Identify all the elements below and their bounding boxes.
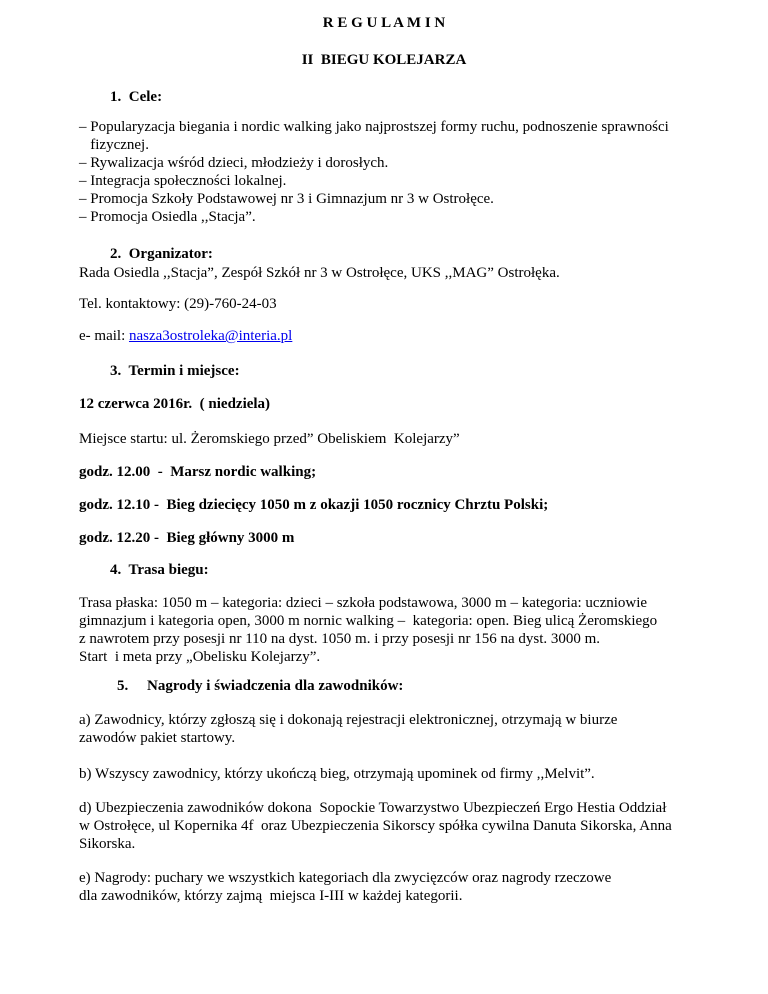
prize-a-line: zawodów pakiet startowy. [79,730,236,746]
contact-email-line [79,327,292,345]
email-link[interactable]: nasza3ostroleka@interia.pl [128,328,293,344]
event-date: 12 czerwca 2016r. ( niedziela) [79,396,271,412]
prize-d-line: Sikorska. [79,836,136,852]
goal-item: – Promocja Osiedla ,,Stacja”. [79,209,256,225]
goal-item: – Rywalizacja wśród dzieci, młodzieży i dorosłych. [79,155,389,171]
route-text-line: Trasa płaska: 1050 m – kategoria: dzieci – szkoła podstawowa, 3000 m – kategoria: uczniowie [79,595,648,611]
route-text-line: gimnazjum i kategoria open, 3000 m nornic walking – kategoria: open. Bieg ulicą Żeromskiego [79,613,658,629]
route-text-line: Start i meta przy „Obelisku Kolejarzy”. [79,649,321,665]
section-3-heading: 3. Termin i miejsce: [110,363,240,379]
prize-e-line: e) Nagrody: puchary we wszystkich kategoriach dla zwycięzców oraz nagrody rzeczowe [79,870,612,886]
section-5-heading [117,677,403,695]
goal-item: – Integracja społeczności lokalnej. [79,173,287,189]
prize-a-line: a) Zawodnicy, którzy zgłoszą się i dokonają rejestracji elektronicznej, otrzymają w biurze [79,712,618,728]
section-1-heading: 1. Cele: [110,89,163,105]
goal-item: – Promocja Szkoły Podstawowej nr 3 i Gimnazjum nr 3 w Ostrołęce. [79,191,494,207]
section-4-heading: 4. Trasa biegu: [110,562,209,578]
prize-d-line: w Ostrołęce, ul Kopernika 4f oraz Ubezpieczenia Sikorscy spółka cywilna Danuta Sikorska, Anna [79,818,672,834]
organizer-text: Rada Osiedla ,,Stacja”, Zespół Szkół nr 3 w Ostrołęce, UKS ,,MAG” Ostrołęka. [79,265,560,281]
schedule-item: godz. 12.10 - Bieg dziecięcy 1050 m z okazji 1050 rocznicy Chrztu Polski; [79,497,549,513]
prize-b-line: b) Wszyscy zawodnicy, którzy ukończą bieg, otrzymają upominek od firmy ,,Melvit”. [79,766,595,782]
section-2-heading: 2. Organizator: [110,246,213,262]
goal-item: – Popularyzacja biegania i nordic walking jako najprostszej formy ruchu, podnoszenie sprawności [79,119,669,135]
route-text-line: z nawrotem przy posesji nr 110 na dyst. 1050 m. i przy posesji nr 156 na dyst. 3000 m. [79,631,601,647]
contact-phone: Tel. kontaktowy: (29)-760-24-03 [79,296,277,312]
section-5-title: Nagrody i świadczenia dla zawodników: [147,678,404,694]
schedule-item: godz. 12.00 - Marsz nordic walking; [79,464,317,480]
email-label: e- mail: [79,328,129,344]
schedule-item: godz. 12.20 - Bieg główny 3000 m [79,530,295,546]
prize-e-line: dla zawodników, którzy zajmą miejsca I-III w każdej kategorii. [79,888,463,904]
document-title: R E G U L A M I N [322,15,446,31]
section-5-number: 5. [117,678,129,694]
document-subtitle: II BIEGU KOLEJARZA [301,52,467,68]
prize-d-line: d) Ubezpieczenia zawodników dokona Sopockie Towarzystwo Ubezpieczeń Ergo Hestia Oddział [79,800,667,816]
start-location: Miejsce startu: ul. Żeromskiego przed” Obeliskiem Kolejarzy” [79,431,460,447]
goal-item: fizycznej. [79,137,149,153]
